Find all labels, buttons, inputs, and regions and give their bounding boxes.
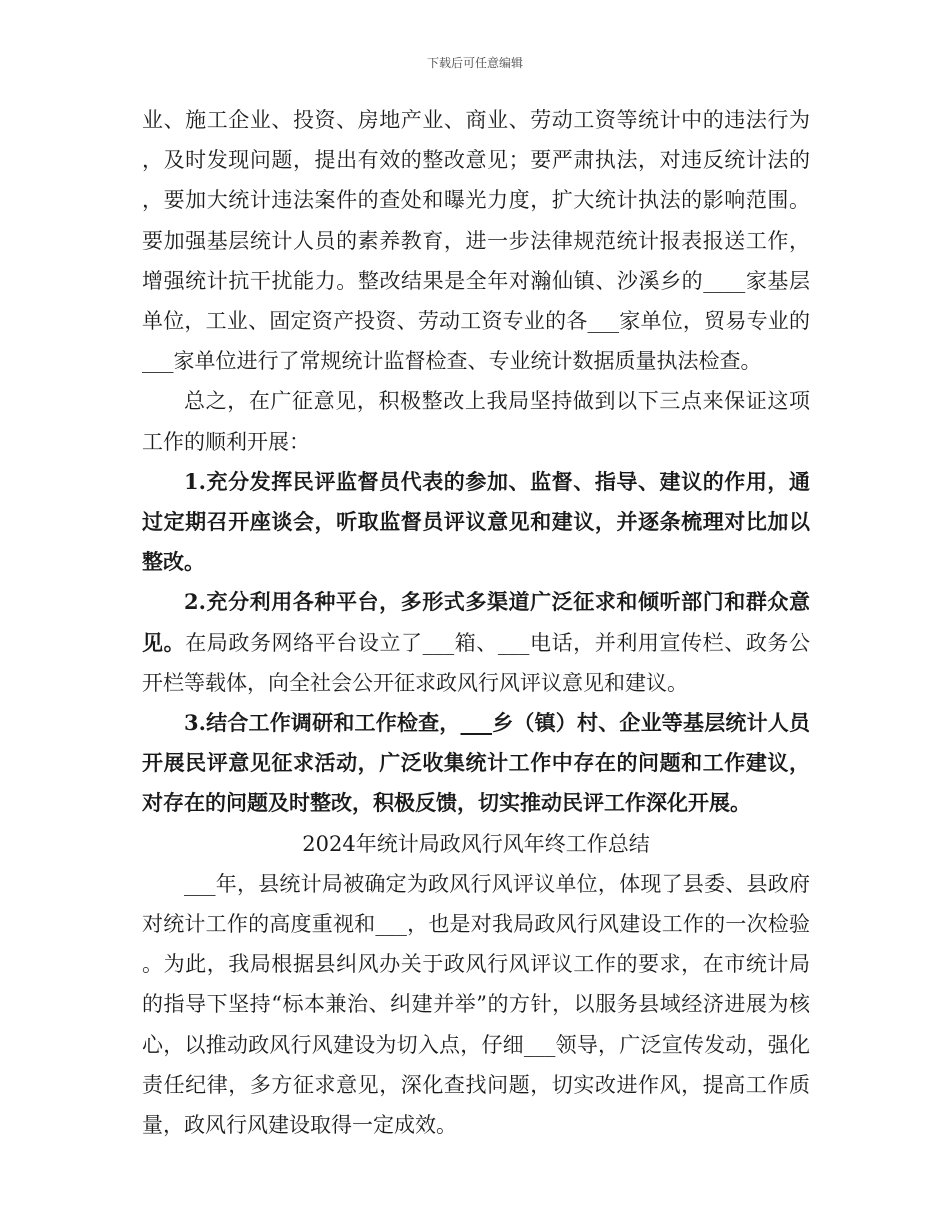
paragraph-4-lead: 2.充分利用各种平台，多形式多渠道广泛征求和倾听部门和群众意见。 [142,589,810,655]
paragraph-3: 1.充分发挥民评监督员代表的参加、监督、指导、建议的作用，通过定期召开座谈会，听取监督员评议意见和建议，并逐条梳理对比加以整改。 [142,468,810,575]
paragraph-1: 业、施工企业、投资、房地产业、商业、劳动工资等统计中的违法行为，及时发现问题，提出有效的整改意见；要严肃执法，对违反统计法的，要加大统计违法案件的查处和曝光力度，扩大统计执法的影响范围。要加强基层统计人员的素养教育，进一步法律规范统计报表报送工作，增强统计抗干扰能力。整改结果是全年对瀚仙镇、沙溪乡的____家基层单位，工业、固定资产投资、劳动工资专业的各___家单位，贸易专业的___家单位进行了常规统计监督检查、专业统计数据质量执法检查。 [142,108,810,374]
section-title: 2024年统计局政风行风年终工作总结 [302,831,650,856]
page-header-note: 下载后可任意编辑 [426,56,523,70]
paragraph-4 [142,582,810,703]
paragraph-5: 3.结合工作调研和工作检查，___乡（镇）村、企业等基层统计人员开展民评意见征求活动，广泛收集统计工作中存在的问题和工作建议，对存在的问题及时整改，积极反馈，切实推动民评工作深化开展。 [142,710,810,816]
document-body [142,100,810,1145]
paragraph-6: ___年，县统计局被确定为政风行风评议单位，体现了县委、县政府对统计工作的高度重视和___，也是对我局政风行风建设工作的一次检验。为此，我局根据县纠风办关于政风行风评议工作的要求，在市统计局的指导下坚持“标本兼治、纠建并举”的方针，以服务县域经济进展为核心，以推动政风行风建设为切入点，仔细___领导，广泛宣传发动，强化责任纪律，多方征求意见，深化查找问题，切实改进作风，提高工作质量，政风行风建设取得一定成效。 [142,871,810,1138]
paragraph-4-rest: 在局政务网络平台设立了___箱、___电话，并利用宣传栏、政务公开栏等载体，向全社会公开征求政风行风评议意见和建议。 [142,630,811,695]
paragraph-2: 总之，在广征意见，积极整改上我局坚持做到以下三点来保证这项工作的顺利开展： [142,389,810,454]
